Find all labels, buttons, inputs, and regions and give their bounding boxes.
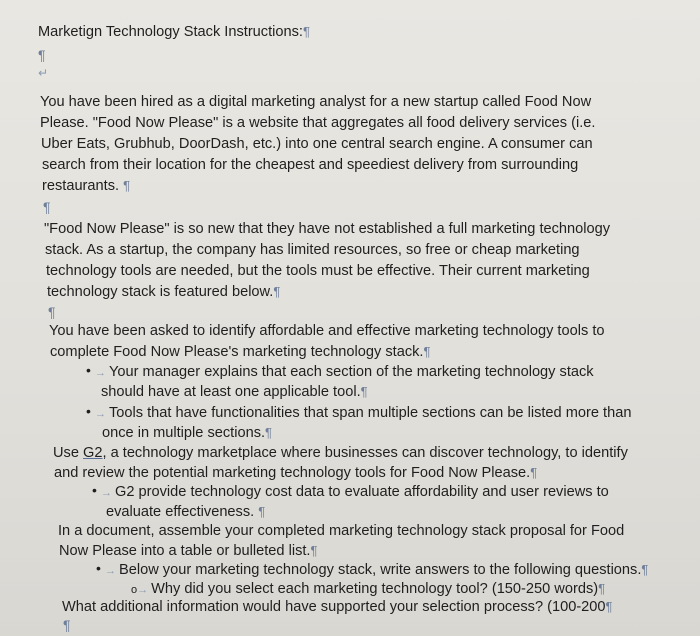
bullet-2-line-2: once in multiple sections.¶: [102, 425, 273, 441]
bullet-dot: •: [86, 362, 91, 378]
para5-line-2: Now Please into a table or bulleted list.¶: [59, 543, 318, 559]
para1-line-3: Uber Eats, Grubhub, DoorDash, etc.) into one central search engine. A consumer can: [41, 136, 593, 152]
para4-line-1: Use G2, a technology marketplace where businesses can discover technology, to identify: [53, 445, 628, 461]
para2-line-3: technology tools are needed, but the tools must be effective. Their current marketing: [46, 263, 590, 279]
doc-title: Marketign Technology Stack Instructions:¶: [38, 24, 310, 40]
bullet-3-line-1: → G2 provide technology cost data to evaluate affordability and user reviews to: [101, 484, 609, 500]
para3-line-2: complete Food Now Please's marketing technology stack.¶: [50, 344, 431, 360]
empty-paragraph-mark: ¶: [43, 199, 51, 215]
sub-bullet-line: o→ Why did you select each marketing technology tool? (150-250 words)¶: [131, 581, 606, 597]
bullet-1-line-1: → Your manager explains that each section of the marketing technology stack: [95, 364, 594, 380]
para1-line-4: search from their location for the cheapest and speediest delivery from surrounding: [42, 157, 579, 173]
para2-line-2: stack. As a startup, the company has limited resources, so free or cheap marketing: [45, 242, 580, 258]
bullet-3-line-2: evaluate effectiveness. ¶: [106, 504, 266, 520]
bullet-dot: •: [92, 482, 97, 498]
para2-line-4: technology stack is featured below.¶: [47, 284, 281, 300]
bullet-2-line-1: → Tools that have functionalities that span multiple sections can be listed more than: [95, 405, 632, 421]
empty-paragraph-mark: ¶: [38, 47, 46, 63]
empty-paragraph-mark: ¶: [63, 617, 71, 633]
line-break-mark: ↵: [38, 66, 49, 80]
para5-line-1: In a document, assemble your completed marketing technology stack proposal for Food: [58, 523, 625, 539]
empty-paragraph-mark: ¶: [48, 304, 56, 320]
para1-line-1: You have been hired as a digital marketing analyst for a new startup called Food Now: [40, 94, 592, 110]
bullet-4-line-1: → Below your marketing technology stack, write answers to the following questions.¶: [105, 562, 649, 578]
bullet-dot: •: [96, 560, 101, 576]
para1-line-2: Please. "Food Now Please" is a website that aggregates all food delivery services (i.e.: [40, 115, 596, 131]
para3-line-1: You have been asked to identify affordable and effective marketing technology tools to: [49, 323, 605, 339]
para1-line-5: restaurants. ¶: [42, 178, 131, 194]
last-question-line: What additional information would have supported your selection process? (100-200¶: [62, 599, 613, 615]
bullet-dot: •: [86, 403, 91, 419]
bullet-1-line-2: should have at least one applicable tool.¶: [101, 384, 368, 400]
para2-line-1: "Food Now Please" is so new that they have not established a full marketing technology: [44, 221, 611, 237]
para4-line-2: and review the potential marketing technology tools for Food Now Please.¶: [54, 465, 538, 481]
g2-link[interactable]: G2: [83, 445, 103, 461]
